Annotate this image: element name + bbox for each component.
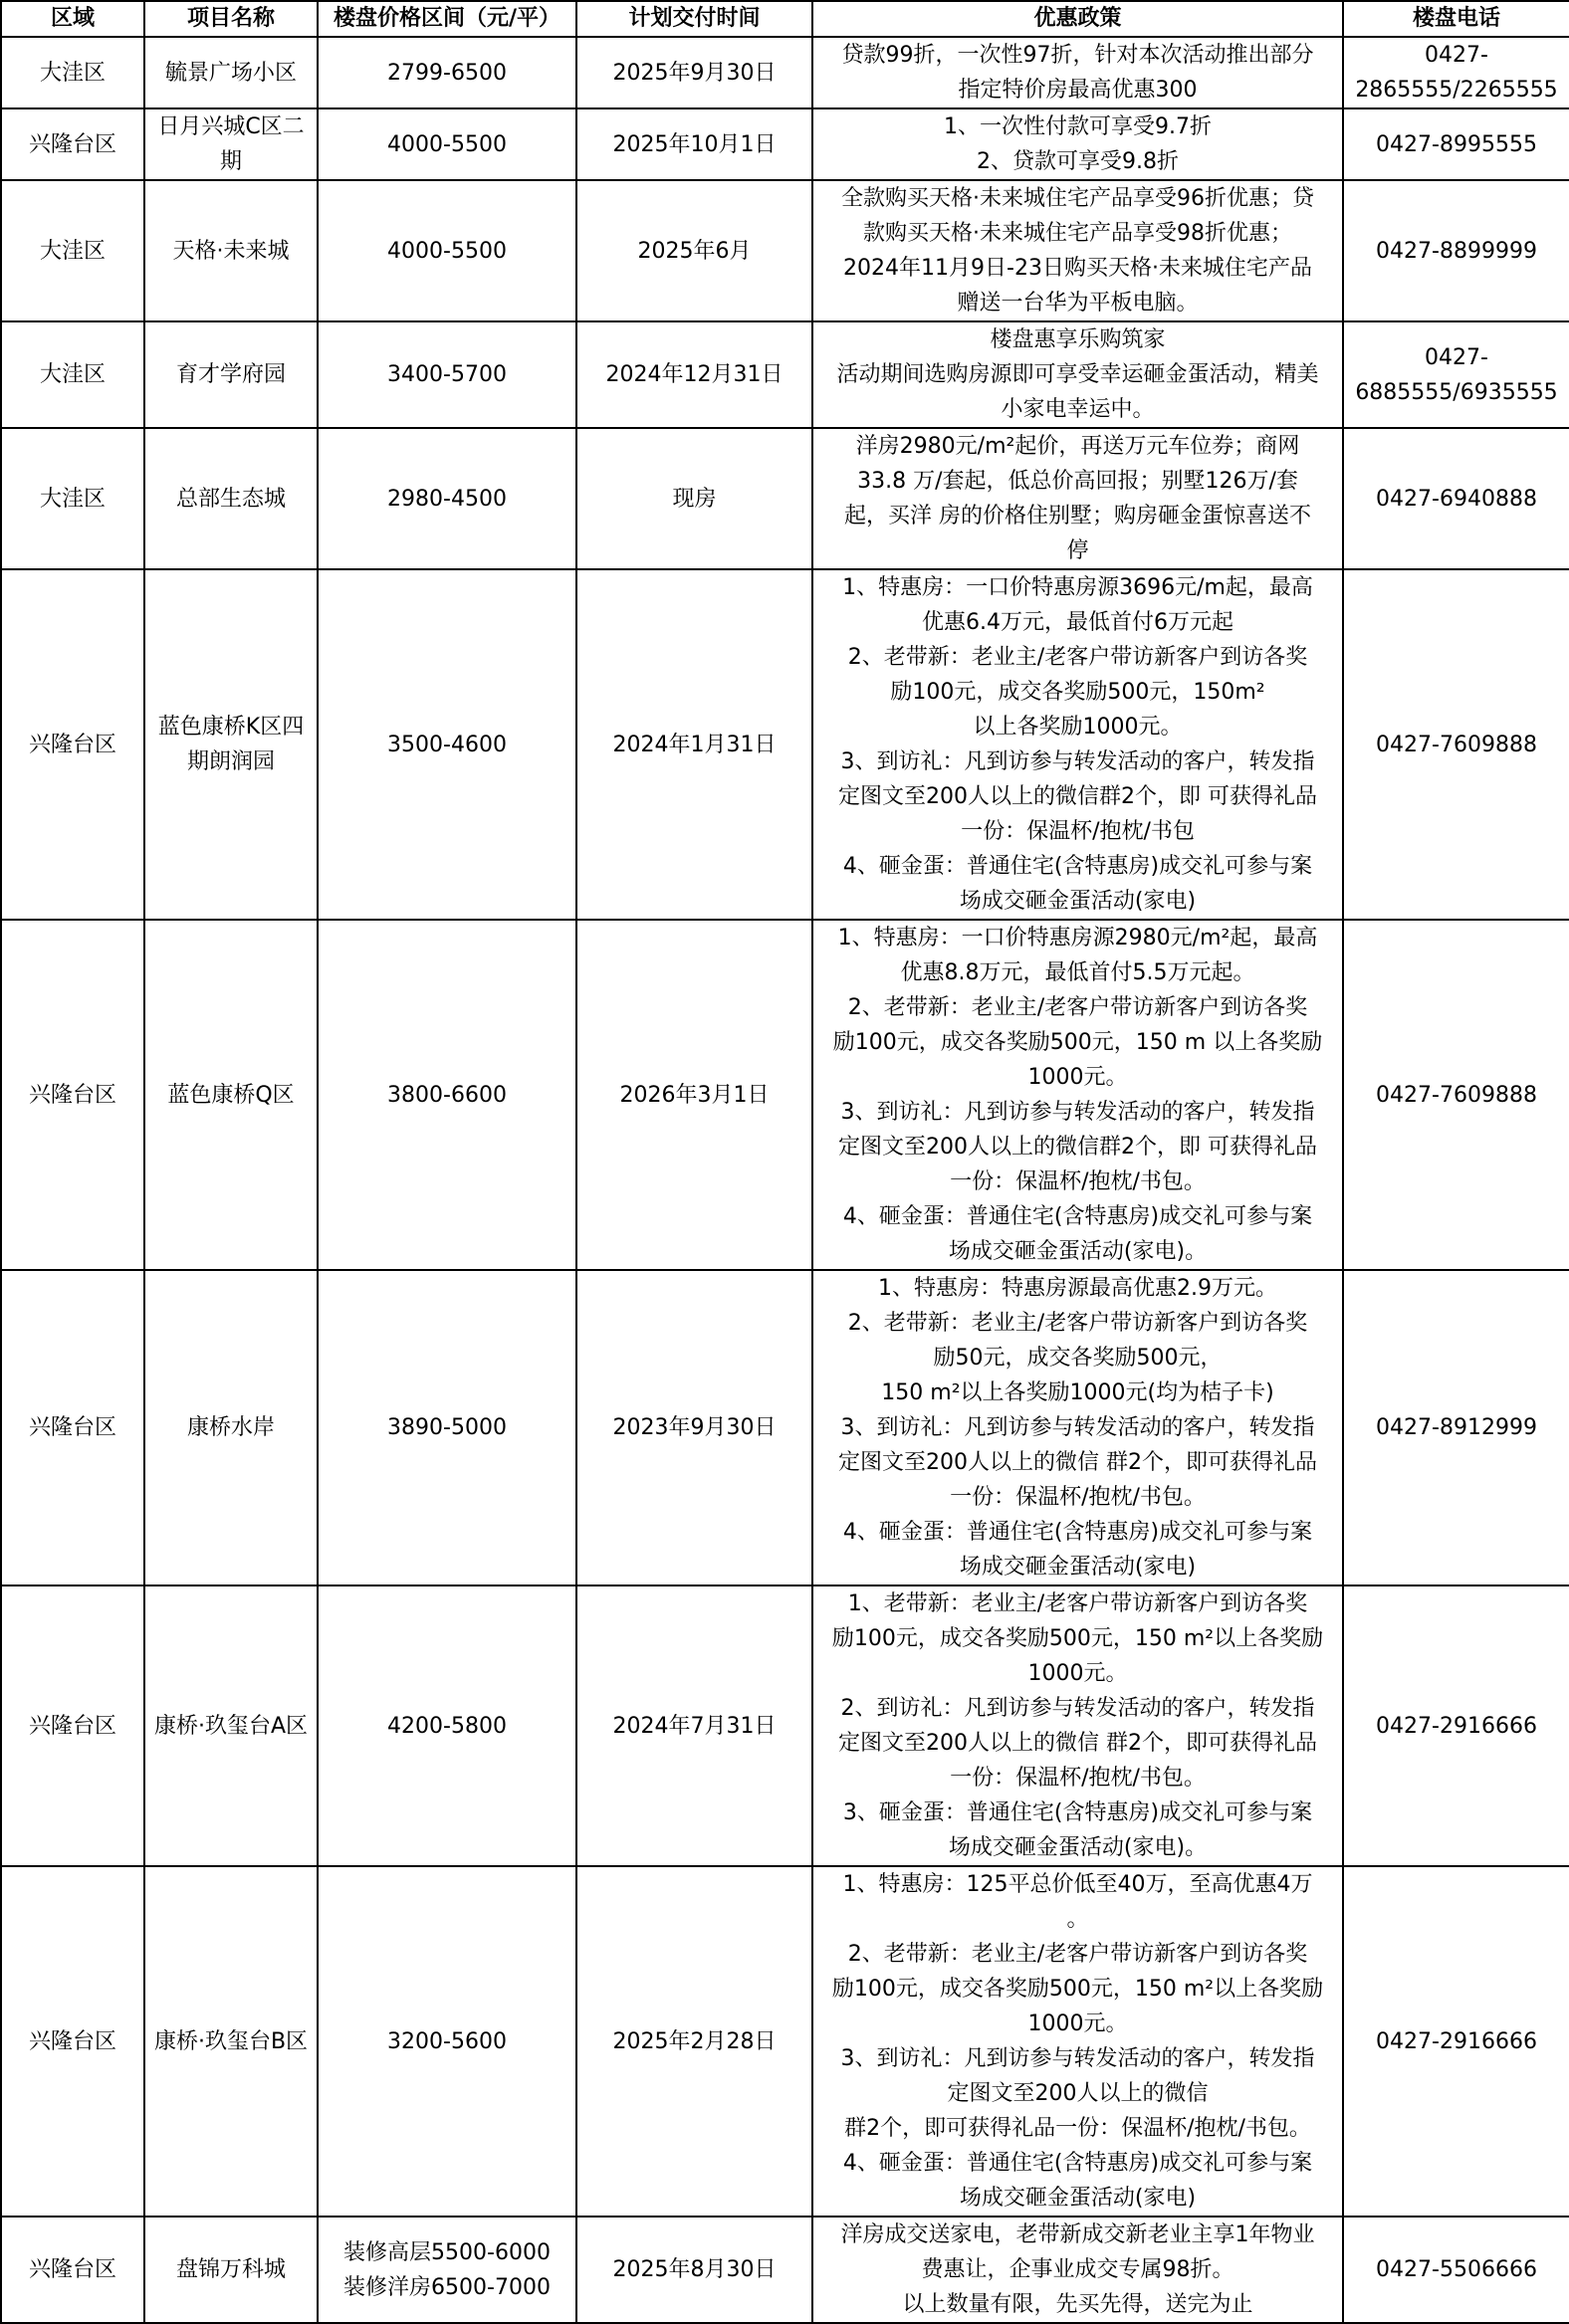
policy-cell-line: 。 [1066, 1907, 1089, 1932]
policy-cell-line: 定图文至200人以上的微信 群2个，即可获得礼品 [838, 1450, 1317, 1475]
policy-cell-line: 贷款99折，一次性97折，针对本次活动推出部分 [841, 43, 1314, 68]
header-district: 区域 [1, 1, 144, 37]
delivery-date-cell: 2025年8月30日 [576, 2217, 812, 2323]
delivery-date-cell: 2026年3月1日 [576, 920, 812, 1270]
price-range-cell-line: 4000-5500 [387, 131, 507, 157]
project-name-cell: 康桥·玖玺台A区 [144, 1585, 318, 1866]
policy-cell-line: 赠送一台华为平板电脑。 [957, 291, 1199, 316]
project-name-cell: 总部生态城 [144, 428, 318, 569]
district-cell: 兴隆台区 [1, 2217, 144, 2323]
price-range-cell-line: 3800-6600 [387, 1082, 507, 1108]
policy-cell-line: 1000元。 [1027, 2011, 1128, 2036]
policy-cell-line: 全款购买天格·未来城住宅产品享受96折优惠；贷 [841, 186, 1314, 211]
table-row [1, 569, 1569, 920]
policy-cell [812, 1866, 1343, 2217]
policy-cell-line: 2024年11月9日-23日购买天格·未来城住宅产品 [843, 256, 1312, 281]
policy-cell-line: 款购买天格·未来城住宅产品享受98折优惠； [863, 221, 1292, 246]
price-range-cell-line: 3200-5600 [387, 2028, 507, 2054]
price-range-cell [318, 569, 576, 920]
project-name-cell: 蓝色康桥Q区 [144, 920, 318, 1270]
phone-cell [1343, 37, 1569, 108]
phone-cell [1343, 180, 1569, 321]
policy-cell-line: 起，买洋 房的价格住别墅；购房砸金蛋惊喜送不 [844, 504, 1311, 528]
policy-cell-line: 1、特惠房：特惠房源最高优惠2.9万元。 [878, 1276, 1277, 1301]
delivery-date-cell: 2023年9月30日 [576, 1270, 812, 1585]
policy-cell-line: 1、一次性付款可享受9.7折 [944, 114, 1212, 139]
policy-cell-line: 2、老带新：老业主/老客户带访新客户到访各奖 [847, 995, 1308, 1020]
policy-cell-line: 一份：保温杯/抱枕/书包。 [950, 1766, 1206, 1791]
district-cell: 兴隆台区 [1, 920, 144, 1270]
district-cell: 兴隆台区 [1, 1585, 144, 1866]
policy-cell-line: 1000元。 [1027, 1065, 1128, 1090]
policy-cell-line: 3、砸金蛋：普通住宅(含特惠房)成交礼可参与案 [842, 1800, 1313, 1825]
price-range-cell-line: 3500-4600 [387, 732, 507, 757]
policy-cell-line: 定图文至200人以上的微信 [947, 2081, 1209, 2106]
price-range-cell [318, 37, 576, 108]
delivery-date-cell: 现房 [576, 428, 812, 569]
district-cell: 兴隆台区 [1, 108, 144, 180]
policy-cell-line: 场成交砸金蛋活动(家电)。 [948, 1239, 1208, 1264]
phone-cell-line: 0427-2916666 [1376, 2028, 1537, 2054]
phone-cell [1343, 920, 1569, 1270]
policy-cell-line: 4、砸金蛋：普通住宅(含特惠房)成交礼可参与案 [842, 854, 1313, 879]
project-name-cell: 盘锦万科城 [144, 2217, 318, 2323]
policy-cell-line: 150 m²以上各奖励1000元(均为桔子卡) [881, 1380, 1274, 1405]
policy-cell-line: 费惠让，企事业成交专属98折。 [921, 2257, 1234, 2282]
policy-cell-line: 3、到访礼：凡到访参与转发活动的客户，转发指 [840, 2046, 1315, 2071]
phone-cell-line: 0427-7609888 [1376, 1082, 1537, 1108]
policy-cell-line: 洋房成交送家电，老带新成交新老业主享1年物业 [840, 2222, 1315, 2247]
table-row [1, 37, 1569, 108]
policy-cell-line: 以上各奖励1000元。 [973, 715, 1183, 739]
header-project: 项目名称 [144, 1, 318, 37]
policy-cell-line: 3、到访礼：凡到访参与转发活动的客户，转发指 [840, 749, 1315, 774]
project-name-cell: 天格·未来城 [144, 180, 318, 321]
district-cell: 大洼区 [1, 321, 144, 428]
policy-cell-line: 一份：保温杯/抱枕/书包 [961, 819, 1195, 844]
policy-cell-line: 3、到访礼：凡到访参与转发活动的客户，转发指 [840, 1415, 1315, 1440]
delivery-date-cell: 2024年1月31日 [576, 569, 812, 920]
phone-cell-line: 0427-2916666 [1376, 1713, 1537, 1739]
policy-cell-line: 4、砸金蛋：普通住宅(含特惠房)成交礼可参与案 [842, 2151, 1313, 2176]
policy-cell-line: 小家电幸运中。 [1001, 397, 1155, 422]
policy-cell-line: 2、老带新：老业主/老客户带访新客户到访各奖 [847, 1942, 1308, 1967]
phone-cell-line: 2865555/2265555 [1355, 78, 1558, 103]
policy-cell-line: 励100元，成交各奖励500元，150m² [890, 680, 1265, 705]
project-name-cell: 育才学府园 [144, 321, 318, 428]
table-row [1, 920, 1569, 1270]
policy-cell-line: 一份：保温杯/抱枕/书包。 [950, 1169, 1206, 1194]
district-cell: 大洼区 [1, 428, 144, 569]
phone-cell-line: 0427- [1425, 43, 1488, 68]
phone-cell-line: 0427-8912999 [1376, 1415, 1537, 1440]
policy-cell-line: 1、特惠房：125平总价低至40万，至高优惠4万 [842, 1872, 1313, 1897]
policy-cell-line: 洋房2980元/m²起价，再送万元车位券；商网 [855, 434, 1300, 459]
header-price: 楼盘价格区间（元/平） [318, 1, 576, 37]
table-row [1, 1270, 1569, 1585]
price-range-cell-line: 3890-5000 [387, 1415, 507, 1440]
policy-cell-line: 定图文至200人以上的微信群2个，即 可获得礼品 [838, 1135, 1317, 1160]
phone-cell-line: 0427-5506666 [1376, 2257, 1537, 2282]
policy-cell-line: 活动期间选购房源即可享受幸运砸金蛋活动，精美 [836, 362, 1319, 387]
policy-cell [812, 321, 1343, 428]
policy-cell-line: 1、特惠房：一口价特惠房源3696元/m起，最高 [842, 575, 1313, 600]
policy-cell-line: 一份：保温杯/抱枕/书包。 [950, 1485, 1206, 1510]
policy-cell-line: 定图文至200人以上的微信群2个，即 可获得礼品 [838, 784, 1317, 809]
price-range-cell [318, 321, 576, 428]
policy-cell [812, 180, 1343, 321]
price-range-cell [318, 1866, 576, 2217]
policy-cell-line: 1、特惠房：一口价特惠房源2980元/m²起，最高 [837, 926, 1318, 951]
policy-cell-line: 4、砸金蛋：普通住宅(含特惠房)成交礼可参与案 [842, 1520, 1313, 1545]
table-row [1, 1585, 1569, 1866]
delivery-date-cell: 2024年7月31日 [576, 1585, 812, 1866]
district-cell: 大洼区 [1, 180, 144, 321]
price-range-cell [318, 920, 576, 1270]
policy-cell-line: 2、老带新：老业主/老客户带访新客户到访各奖 [847, 645, 1308, 670]
district-cell: 兴隆台区 [1, 1270, 144, 1585]
policy-cell-line: 2、到访礼：凡到访参与转发活动的客户，转发指 [840, 1696, 1315, 1721]
price-range-cell [318, 2217, 576, 2323]
header-row [1, 1, 1569, 37]
policy-cell-line: 励100元，成交各奖励500元，150 m²以上各奖励 [831, 1977, 1324, 2002]
table-row [1, 428, 1569, 569]
table-row [1, 321, 1569, 428]
price-range-cell [318, 1270, 576, 1585]
phone-cell [1343, 1866, 1569, 2217]
price-range-cell-line: 4000-5500 [387, 238, 507, 264]
phone-cell-line: 0427-8899999 [1376, 238, 1537, 264]
policy-cell-line: 优惠8.8万元，最低首付5.5万元起。 [900, 960, 1255, 985]
policy-cell [812, 2217, 1343, 2323]
policy-cell-line: 场成交砸金蛋活动(家电) [959, 2186, 1197, 2211]
policy-cell-line: 优惠6.4万元，最低首付6万元起 [922, 610, 1233, 635]
table-row [1, 108, 1569, 180]
phone-cell [1343, 569, 1569, 920]
policy-cell-line: 指定特价房最高优惠300 [958, 78, 1198, 103]
policy-cell-line: 定图文至200人以上的微信 群2个，即可获得礼品 [838, 1731, 1317, 1756]
policy-cell-line: 以上数量有限，先买先得，送完为止 [902, 2292, 1253, 2317]
policy-cell-line: 楼盘惠享乐购筑家 [990, 327, 1166, 352]
policy-cell-line: 场成交砸金蛋活动(家电) [959, 1555, 1197, 1580]
policy-cell [812, 920, 1343, 1270]
district-cell: 大洼区 [1, 37, 144, 108]
table-row [1, 2217, 1569, 2323]
price-range-cell-line: 2980-4500 [387, 486, 507, 512]
policy-cell-line: 励50元，成交各奖励500元， [933, 1346, 1223, 1371]
header-policy: 优惠政策 [812, 1, 1343, 37]
table-body [1, 37, 1569, 2323]
delivery-date-cell: 2025年9月30日 [576, 37, 812, 108]
policy-cell-line: 3、到访礼：凡到访参与转发活动的客户，转发指 [840, 1100, 1315, 1125]
delivery-date-cell: 2024年12月31日 [576, 321, 812, 428]
phone-cell-line: 0427-8995555 [1376, 131, 1537, 157]
phone-cell-line: 0427-7609888 [1376, 732, 1537, 757]
price-range-cell-line: 装修洋房6500-7000 [343, 2274, 551, 2300]
policy-cell-line: 场成交砸金蛋活动(家电) [959, 889, 1197, 914]
project-name-cell: 康桥·玖玺台B区 [144, 1866, 318, 2217]
table-row [1, 180, 1569, 321]
policy-cell [812, 569, 1343, 920]
price-range-cell-line: 4200-5800 [387, 1713, 507, 1739]
phone-cell [1343, 108, 1569, 180]
price-range-cell-line: 装修高层5500-6000 [343, 2239, 551, 2265]
phone-cell [1343, 1270, 1569, 1585]
policy-cell [812, 1585, 1343, 1866]
policy-cell-line: 1、老带新：老业主/老客户带访新客户到访各奖 [847, 1591, 1308, 1616]
policy-cell-line: 4、砸金蛋：普通住宅(含特惠房)成交礼可参与案 [842, 1204, 1313, 1229]
phone-cell-line: 0427-6940888 [1376, 486, 1537, 512]
price-range-cell [318, 108, 576, 180]
project-name-cell: 康桥水岸 [144, 1270, 318, 1585]
project-name-cell: 蓝色康桥K区四期朗润园 [144, 569, 318, 920]
policy-cell-line: 1000元。 [1027, 1661, 1128, 1686]
policy-cell-line: 励100元，成交各奖励500元，150 m²以上各奖励 [831, 1626, 1324, 1651]
policy-cell-line: 2、贷款可享受9.8折 [977, 149, 1179, 174]
table-row [1, 1866, 1569, 2217]
policy-cell-line: 2、老带新：老业主/老客户带访新客户到访各奖 [847, 1311, 1308, 1336]
policy-cell-line: 停 [1066, 538, 1089, 563]
delivery-date-cell: 2025年6月 [576, 180, 812, 321]
header-delivery: 计划交付时间 [576, 1, 812, 37]
phone-cell-line: 6885555/6935555 [1355, 379, 1558, 405]
district-cell: 兴隆台区 [1, 1866, 144, 2217]
header-phone: 楼盘电话 [1343, 1, 1569, 37]
policy-cell-line: 33.8 万/套起，低总价高回报；别墅126万/套 [857, 469, 1298, 494]
phone-cell [1343, 2217, 1569, 2323]
phone-cell-line: 0427- [1425, 344, 1488, 370]
project-name-cell: 日月兴城C区二期 [144, 108, 318, 180]
phone-cell [1343, 1585, 1569, 1866]
policy-cell [812, 1270, 1343, 1585]
phone-cell [1343, 321, 1569, 428]
price-range-cell [318, 1585, 576, 1866]
policy-cell [812, 37, 1343, 108]
policy-cell-line: 群2个，即可获得礼品一份：保温杯/抱枕/书包。 [844, 2116, 1311, 2141]
price-range-cell [318, 180, 576, 321]
policy-cell [812, 108, 1343, 180]
delivery-date-cell: 2025年2月28日 [576, 1866, 812, 2217]
price-range-cell [318, 428, 576, 569]
phone-cell [1343, 428, 1569, 569]
price-range-cell-line: 2799-6500 [387, 60, 507, 86]
policy-cell-line: 场成交砸金蛋活动(家电)。 [948, 1835, 1208, 1860]
district-cell: 兴隆台区 [1, 569, 144, 920]
project-name-cell: 毓景广场小区 [144, 37, 318, 108]
policy-cell [812, 428, 1343, 569]
delivery-date-cell: 2025年10月1日 [576, 108, 812, 180]
policy-cell-line: 励100元，成交各奖励500元，150 m 以上各奖励 [832, 1030, 1323, 1055]
price-range-cell-line: 3400-5700 [387, 362, 507, 387]
